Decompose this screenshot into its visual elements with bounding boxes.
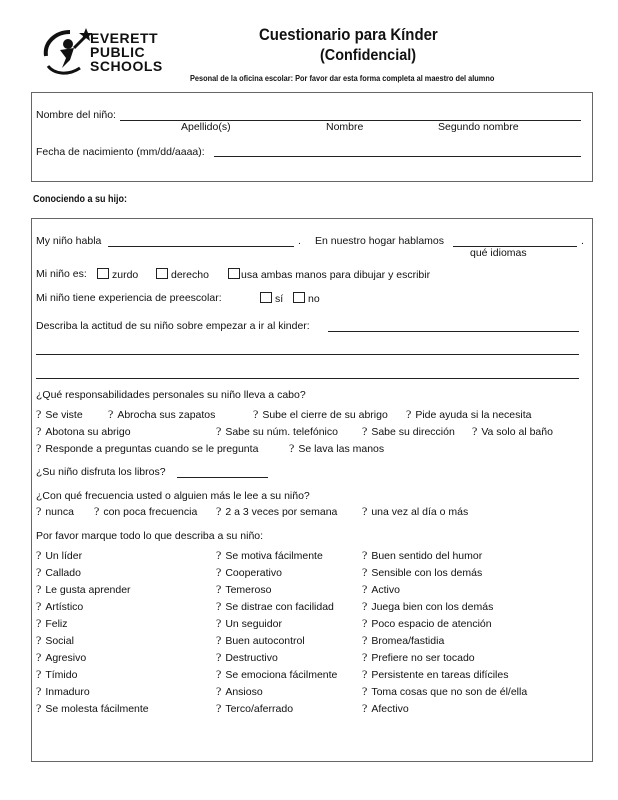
trait-option[interactable] (362, 616, 492, 631)
option-label: no (308, 293, 320, 305)
trait-option[interactable] (216, 565, 282, 580)
preschool-no-option[interactable] (293, 292, 320, 305)
reading-frequency-option[interactable] (216, 504, 337, 519)
responsibility-option[interactable] (289, 441, 384, 456)
district-logo (40, 26, 170, 80)
option-label: Se emociona fácilmente (225, 669, 338, 681)
question-mark-bullet-icon[interactable]: ? (362, 548, 368, 562)
option-label: Responde a preguntas cuando se le pregunta (45, 443, 259, 455)
middle-name-hint: Segundo nombre (438, 121, 519, 133)
hand-right-option[interactable] (156, 268, 209, 281)
question-mark-bullet-icon[interactable]: ? (216, 701, 222, 715)
logo-line-2: PUBLIC (90, 44, 146, 60)
question-mark-bullet-icon[interactable]: ? (36, 667, 42, 681)
question-mark-bullet-icon[interactable]: ? (216, 424, 222, 438)
option-label: con poca frecuencia (103, 506, 198, 518)
option-label: Prefiere no ser tocado (371, 652, 475, 664)
option-label: Inmaduro (45, 686, 90, 698)
question-mark-bullet-icon[interactable]: ? (36, 701, 42, 715)
question-mark-bullet-icon[interactable]: ? (362, 633, 368, 647)
question-mark-bullet-icon[interactable]: ? (362, 667, 368, 681)
trait-option[interactable] (36, 548, 82, 563)
trait-option[interactable] (36, 667, 77, 682)
option-label: Buen autocontrol (225, 635, 305, 647)
question-mark-bullet-icon[interactable]: ? (362, 565, 368, 579)
question-mark-bullet-icon[interactable]: ? (36, 407, 42, 421)
question-mark-bullet-icon[interactable]: ? (216, 667, 222, 681)
question-mark-bullet-icon[interactable]: ? (216, 650, 222, 664)
trait-option[interactable] (216, 582, 271, 597)
question-mark-bullet-icon[interactable]: ? (289, 441, 295, 455)
option-label: Se motiva fácilmente (225, 550, 323, 562)
option-label: Ansioso (225, 686, 263, 698)
preschool-yes-option[interactable] (260, 292, 283, 305)
question-mark-bullet-icon[interactable]: ? (362, 650, 368, 664)
option-label: Sensible con los demás (371, 567, 483, 579)
languages-hint: qué idiomas (470, 247, 527, 259)
option-label: Va solo al baño (481, 426, 553, 438)
option-label: Callado (45, 567, 81, 579)
speaks-field[interactable] (108, 246, 294, 247)
option-label: Afectivo (371, 703, 409, 715)
trait-option[interactable] (362, 599, 493, 614)
trait-option[interactable] (216, 650, 278, 665)
question-mark-bullet-icon[interactable]: ? (216, 504, 222, 518)
question-mark-bullet-icon[interactable]: ? (216, 684, 222, 698)
section-title: Conociendo a su hijo: (33, 194, 128, 205)
option-label: 2 a 3 veces por semana (225, 506, 338, 518)
responsibility-option[interactable] (36, 441, 258, 456)
option-label: Abrocha sus zapatos (117, 409, 216, 421)
dob-field[interactable] (214, 156, 581, 157)
trait-option[interactable] (362, 548, 482, 563)
option-label: Un líder (45, 550, 83, 562)
option-label: derecho (171, 269, 209, 281)
trait-option[interactable] (216, 684, 263, 699)
attitude-line-3[interactable] (36, 378, 579, 379)
logo-line-1: EVERETT (90, 30, 159, 46)
option-label: Destructivo (225, 652, 278, 664)
trait-option[interactable] (36, 633, 74, 648)
trait-option[interactable] (36, 684, 90, 699)
question-mark-bullet-icon[interactable]: ? (253, 407, 259, 421)
logo-figure-icon (40, 26, 92, 78)
option-label: Social (45, 635, 74, 647)
reading-frequency-option[interactable] (36, 504, 74, 519)
books-question: ¿Su niño disfruta los libros? (36, 466, 166, 478)
question-mark-bullet-icon[interactable]: ? (472, 424, 478, 438)
hand-both-option[interactable] (228, 268, 430, 281)
trait-option[interactable] (36, 599, 83, 614)
trait-option[interactable] (216, 599, 334, 614)
option-label: Sube el cierre de su abrigo (262, 409, 388, 421)
trait-option[interactable] (216, 667, 337, 682)
trait-option[interactable] (216, 701, 293, 716)
question-mark-bullet-icon[interactable]: ? (216, 599, 222, 613)
question-mark-bullet-icon[interactable]: ? (36, 424, 42, 438)
option-label: Le gusta aprender (45, 584, 131, 596)
option-label: una vez al día o más (371, 506, 469, 518)
trait-option[interactable] (362, 701, 409, 716)
question-mark-bullet-icon[interactable]: ? (216, 565, 222, 579)
option-label: Feliz (45, 618, 68, 630)
reading-frequency-option[interactable] (362, 504, 468, 519)
trait-option[interactable] (362, 667, 508, 682)
option-label: Se distrae con facilidad (225, 601, 334, 613)
trait-option[interactable] (216, 548, 323, 563)
question-mark-bullet-icon[interactable]: ? (36, 441, 42, 455)
option-label: Agresivo (45, 652, 87, 664)
checkbox[interactable] (293, 292, 305, 303)
traits-prompt: Por favor marque todo lo que describa a su niño: (36, 530, 264, 542)
question-mark-bullet-icon[interactable]: ? (362, 504, 368, 518)
responsibility-option[interactable] (108, 407, 215, 422)
first-name-hint: Nombre (326, 121, 364, 133)
attitude-label: Describa la actitud de su niño sobre empezar a ir al kinder: (36, 320, 310, 332)
trait-option[interactable] (36, 701, 149, 716)
option-label: Cooperativo (225, 567, 282, 579)
question-mark-bullet-icon[interactable]: ? (216, 582, 222, 596)
reading-question: ¿Con qué frecuencia usted o alguien más le lee a su niño? (36, 490, 310, 502)
responsibility-option[interactable] (216, 424, 338, 439)
option-label: Se molesta fácilmente (45, 703, 149, 715)
trait-option[interactable] (362, 582, 400, 597)
question-mark-bullet-icon[interactable]: ? (36, 582, 42, 596)
option-label: Sabe su dirección (371, 426, 455, 438)
attitude-line-2[interactable] (36, 354, 579, 355)
last-name-hint: Apellido(s) (181, 121, 231, 133)
option-label: Se lava las manos (298, 443, 385, 455)
question-mark-bullet-icon[interactable]: ? (362, 424, 368, 438)
form-subtitle: (Confidencial) (320, 47, 417, 64)
trait-option[interactable] (36, 565, 81, 580)
trait-option[interactable] (216, 633, 305, 648)
speaks-label: My niño habla (36, 235, 102, 247)
form-title: Cuestionario para Kínder (259, 25, 438, 44)
option-label: Tímido (45, 669, 78, 681)
home-language-label: En nuestro hogar hablamos (315, 235, 444, 247)
period-mark: . (298, 235, 301, 247)
option-label: Bromea/fastidia (371, 635, 445, 647)
option-label: Terco/aferrado (225, 703, 294, 715)
question-mark-bullet-icon[interactable]: ? (108, 407, 114, 421)
period-mark: . (581, 235, 584, 247)
option-label: Poco espacio de atención (371, 618, 492, 630)
option-label: Artístico (45, 601, 84, 613)
trait-option[interactable] (362, 684, 527, 699)
checkbox[interactable] (97, 268, 109, 279)
option-label: Pide ayuda si la necesita (415, 409, 532, 421)
option-label: Sabe su núm. telefónico (225, 426, 338, 438)
preschool-label: Mi niño tiene experiencia de preescolar: (36, 292, 222, 304)
responsibility-option[interactable] (253, 407, 388, 422)
option-label: Abotona su abrigo (45, 426, 131, 438)
option-label: Se viste (45, 409, 83, 421)
option-label: Toma cosas que no son de él/ella (371, 686, 528, 698)
student-info-box (31, 92, 593, 182)
books-field[interactable] (177, 477, 268, 478)
child-name-label: Nombre del niño: (36, 109, 116, 121)
question-mark-bullet-icon[interactable]: ? (36, 565, 42, 579)
question-mark-bullet-icon[interactable]: ? (216, 616, 222, 630)
trait-option[interactable] (36, 616, 68, 631)
responsibility-option[interactable] (406, 407, 531, 422)
question-mark-bullet-icon[interactable]: ? (36, 548, 42, 562)
trait-option[interactable] (362, 565, 482, 580)
responsibility-option[interactable] (362, 424, 455, 439)
office-note: Pesonal de la oficina escolar: Por favor dar esta forma completa al maestro del alumno (190, 74, 495, 83)
question-mark-bullet-icon[interactable]: ? (362, 582, 368, 596)
responsibilities-question: ¿Qué responsabilidades personales su niño lleva a cabo? (36, 389, 306, 401)
question-mark-bullet-icon[interactable]: ? (216, 633, 222, 647)
question-mark-bullet-icon[interactable]: ? (36, 504, 42, 518)
reading-frequency-option[interactable] (94, 504, 197, 519)
attitude-field[interactable] (328, 331, 579, 332)
option-label: Juega bien con los demás (371, 601, 494, 613)
question-mark-bullet-icon[interactable]: ? (362, 701, 368, 715)
trait-option[interactable] (362, 650, 475, 665)
option-label: zurdo (112, 269, 139, 281)
dob-label: Fecha de nacimiento (mm/dd/aaaa): (36, 146, 205, 158)
checkbox[interactable] (260, 292, 272, 303)
question-mark-bullet-icon[interactable]: ? (36, 616, 42, 630)
option-label: Un seguidor (225, 618, 282, 630)
question-mark-bullet-icon[interactable]: ? (36, 599, 42, 613)
question-mark-bullet-icon[interactable]: ? (36, 650, 42, 664)
question-mark-bullet-icon[interactable]: ? (362, 684, 368, 698)
responsibility-option[interactable] (472, 424, 553, 439)
logo-line-3: SCHOOLS (90, 58, 163, 74)
hand-left-option[interactable] (97, 268, 138, 281)
question-mark-bullet-icon[interactable]: ? (362, 599, 368, 613)
responsibility-option[interactable] (36, 424, 131, 439)
responsibility-option[interactable] (36, 407, 83, 422)
question-mark-bullet-icon[interactable]: ? (36, 684, 42, 698)
trait-option[interactable] (36, 650, 86, 665)
trait-option[interactable] (216, 616, 282, 631)
trait-option[interactable] (362, 633, 444, 648)
option-label: Activo (371, 584, 400, 596)
question-mark-bullet-icon[interactable]: ? (216, 548, 222, 562)
option-label: sí (275, 293, 284, 305)
checkbox[interactable] (156, 268, 168, 279)
hand-label: Mi niño es: (36, 268, 87, 280)
option-label: nunca (45, 506, 74, 518)
question-mark-bullet-icon[interactable]: ? (94, 504, 100, 518)
question-mark-bullet-icon[interactable]: ? (406, 407, 412, 421)
question-mark-bullet-icon[interactable]: ? (36, 633, 42, 647)
option-label: Temeroso (225, 584, 272, 596)
option-label: Buen sentido del humor (371, 550, 483, 562)
option-label: usa ambas manos para dibujar y escribir (241, 269, 431, 281)
checkbox[interactable] (228, 268, 240, 279)
option-label: Persistente en tareas difíciles (371, 669, 509, 681)
trait-option[interactable] (36, 582, 131, 597)
question-mark-bullet-icon[interactable]: ? (362, 616, 368, 630)
